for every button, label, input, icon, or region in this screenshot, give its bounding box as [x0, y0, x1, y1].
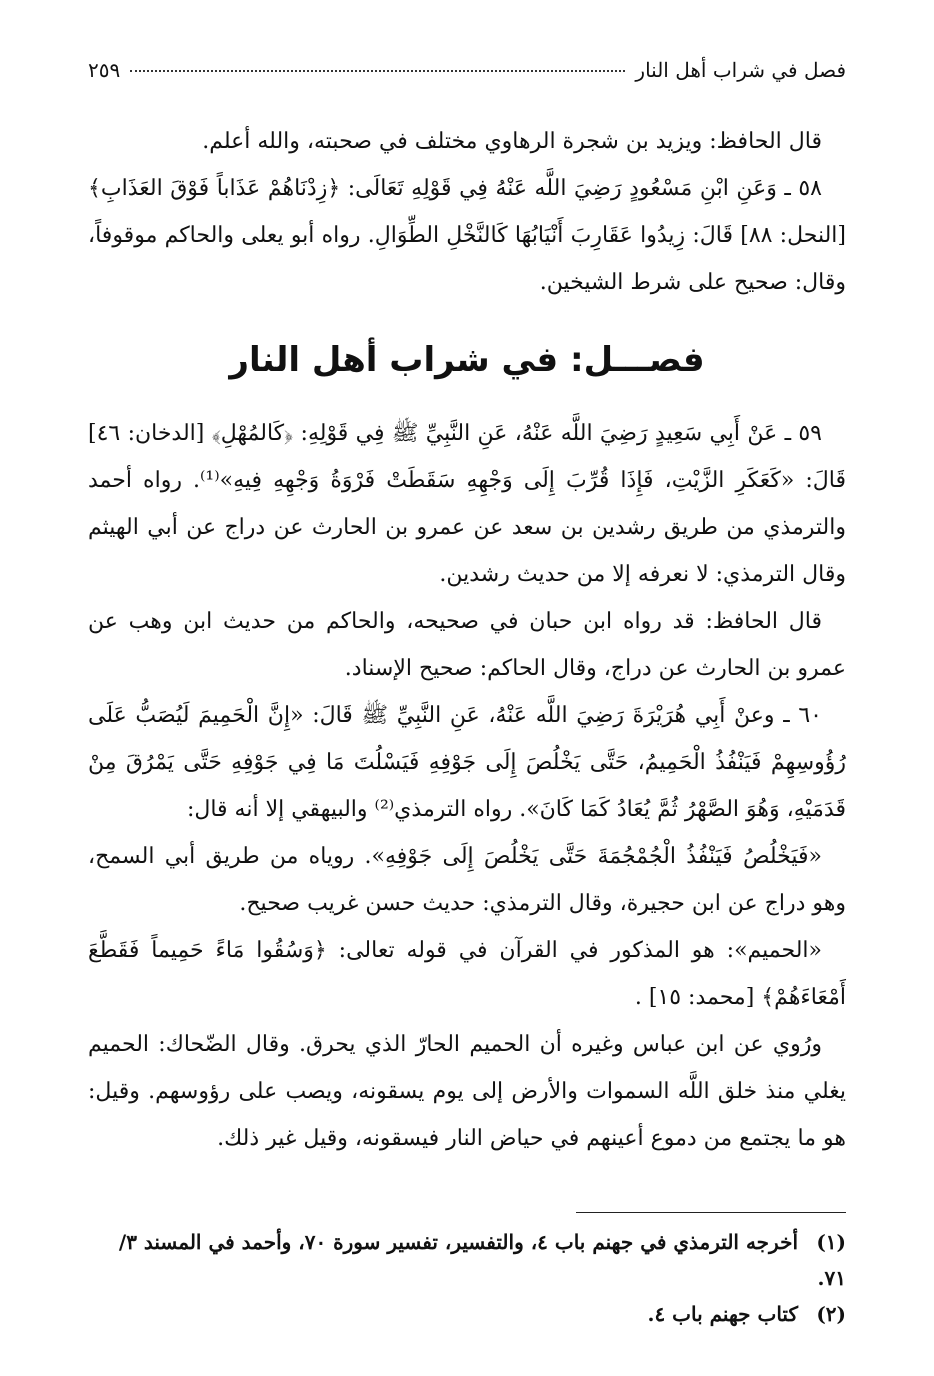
hadith-60: ٦٠ ـ وعنْ أَبِي هُرَيْرَةَ رَضِيَ اللَّه عَنْهُ، عَنِ النَّبِيِّ ﷺ قَالَ: «إِنَّ الْحَمِيمَ لَيُصَبُّ عَلَى رُؤُوسِهِمْ فَيَنْفُذُ الْحَمِيمُ، حَتَّى يَخْلُصَ إِلَى جَوْفِهِ فَيَسْلُتَ مَا فِي جَوْفِهِ حَتَّى يَمْرُقَ مِنْ قَدَمَيْهِ، وَهُوَ الصَّهْرُ ثُمَّ يُعَادُ كَمَا كَانَ». رواه الترمذي⁽²⁾ والبيهقي إلا أنه قال: [88, 703, 846, 822]
paragraph: قال الحافظ: قد رواه ابن حبان في صحيحه، والحاكم من حديث ابن وهب عن عمرو بن الحارث عن دراج، وقال الحاكم: صحيح الإسناد. [88, 609, 846, 681]
footnote-number: (١) [816, 1230, 846, 1254]
paragraph: «الحميم»: هو المذكور في القرآن في قوله تعالى: ﴿وَسُقُوا مَاءً حَمِيماً فَقَطَّعَ أَمْعَاءَهُمْ﴾ [محمد: ١٥] . [88, 938, 846, 1010]
paragraph: «فَيَخْلُصُ فَيَنْفُذُ الْجُمْجُمَةَ حَتَّى يَخْلُصَ إِلَى جَوْفِهِ». روياه من طريق أبي السمح، وهو دراج عن ابن حجيرة، وقال الترمذي: حديث حسن غريب صحيح. [88, 844, 846, 916]
chapter-title: فصـــل: في شراب أهل النار [229, 340, 705, 380]
footnotes [88, 1224, 846, 1332]
footnote-text: كتاب جهنم باب ٤. [647, 1302, 798, 1326]
footnote-item [88, 1224, 846, 1296]
paragraph: قال الحافظ: ويزيد بن شجرة الرهاوي مختلف في صحبته، والله أعلم. [202, 129, 822, 154]
main-section [88, 410, 846, 1162]
hadith-58: ٥٨ ـ وَعَنِ ابْنِ مَسْعُودٍ رَضِيَ اللَّه عَنْهُ فِي قَوْلِهِ تَعَالَى: ﴿زِدْنَاهُمْ عَذَاباً فَوْقَ العَذَابِ﴾ [النحل: ٨٨] قَالَ: زِيدُوا عَقَارِبَ أَنْيَابُهَا كَالنَّخْلِ الطِّوَالِ. رواه أبو يعلى والحاكم موقوفاً، وقال: صحيح على شرط الشيخين. [88, 176, 846, 295]
hadith-59: ٥٩ ـ عَنْ أَبِي سَعِيدٍ رَضِيَ اللَّه عَنْهُ، عَنِ النَّبِيِّ ﷺ فِي قَوْلِهِ: ﴿كَالمُهْلِ﴾ [الدخان: ٤٦] قَالَ: «كَعَكَرِ الزَّيْتِ، فَإِذَا قُرِّبَ إِلَى وَجْهِهِ سَقَطَتْ فَرْوَةُ وَجْهِهِ فِيهِ»⁽¹⁾. رواه أحمد والترمذي من طريق رشدين بن سعد عن عمرو بن الحارث عن دراج عن أبي الهيثم وقال الترمذي: لا نعرفه إلا من حديث رشدين. [88, 421, 847, 587]
page-number: ٢٥٩ [88, 58, 121, 82]
footnote-number: (٢) [816, 1302, 846, 1326]
paragraph: ورُوي عن ابن عباس وغيره أن الحميم الحارّ الذي يحرق. وقال الضّحاك: الحميم يغلي منذ خلق اللَّه السموات والأرض إلى يوم يسقونه، ويصب على رؤوسهم. وقيل: هو ما يجتمع من دموع أعينهم في حياض النار فيسقونه، وقيل غير ذلك. [88, 1032, 846, 1151]
running-header [88, 58, 846, 82]
footnote-divider [576, 1212, 846, 1213]
header-title: فصل في شراب أهل النار [635, 58, 846, 82]
footnote-text: أخرجه الترمذي في جهنم باب ٤، والتفسير، تفسير سورة ٧٠، وأحمد في المسند ٣/ ٧١. [118, 1230, 846, 1290]
top-section [88, 118, 846, 306]
footnote-item [88, 1296, 846, 1332]
header-leader-dots [130, 70, 625, 72]
